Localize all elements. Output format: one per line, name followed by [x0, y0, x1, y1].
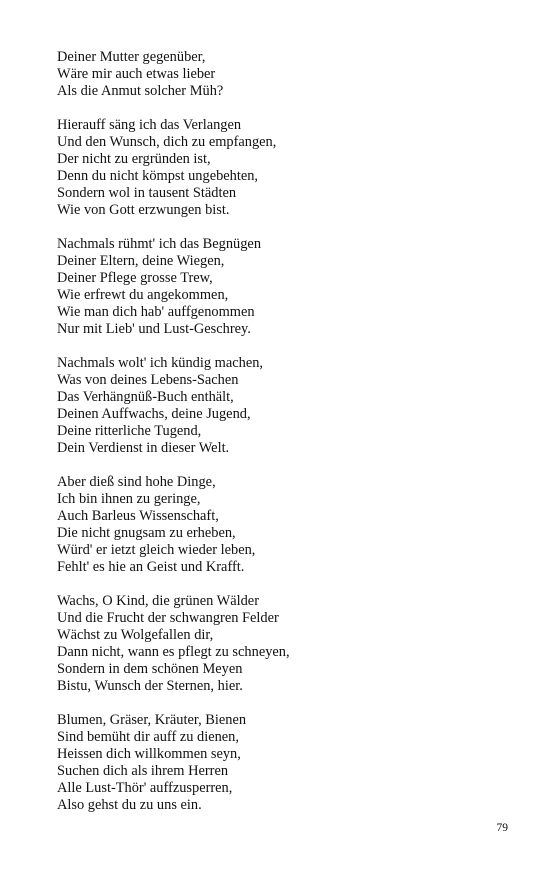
poem-line: Also gehst du zu uns ein. [57, 797, 202, 813]
poem-line: Nachmals rühmt' ich das Begnügen [57, 236, 262, 253]
stanza [57, 712, 517, 813]
poem-line: Ich bin ihnen zu geringe, [57, 491, 201, 508]
poem-text [57, 49, 517, 832]
poem-line: Und die Frucht der schwangren Felder [57, 610, 279, 627]
poem-line: Fehlt' es hie an Geist und Krafft. [57, 558, 245, 575]
poem-line: Würd' er ietzt gleich wieder leben, [57, 542, 256, 559]
poem-line: Blumen, Gräser, Kräuter, Bienen [57, 712, 247, 729]
stanza [57, 117, 517, 218]
poem-line: Wie man dich hab' auffgenommen [57, 303, 255, 320]
poem-line: Als die Anmut solcher Müh? [57, 82, 224, 99]
poem-line: Sondern wol in tausent Städten [57, 184, 237, 201]
poem-line: Hierauff säng ich das Verlangen [57, 117, 242, 134]
poem-line: Deiner Mutter gegenüber, [57, 49, 206, 65]
poem-line: Suchen dich als ihrem Herren [57, 763, 229, 780]
stanza [57, 355, 517, 456]
poem-line: Bistu, Wunsch der Sternen, hier. [57, 677, 243, 694]
poem-line: Auch Barleus Wissenschaft, [57, 508, 219, 525]
poem-line: Deiner Pflege grosse Trew, [57, 270, 213, 287]
poem-line: Sind bemüht dir auff zu dienen, [57, 729, 239, 746]
poem-line: Sondern in dem schönen Meyen [57, 661, 243, 678]
poem-line: Das Verhängnüß-Buch enthält, [57, 389, 234, 406]
poem-line: Und den Wunsch, dich zu empfangen, [57, 134, 277, 151]
poem-line: Die nicht gnugsam zu erheben, [57, 525, 236, 542]
poem-line: Deine ritterliche Tugend, [57, 423, 202, 439]
poem-line: Deiner Eltern, deine Wiegen, [57, 253, 225, 270]
poem-line: Wie von Gott erzwungen bist. [57, 201, 230, 218]
poem-line: Dein Verdienst in dieser Welt. [57, 439, 230, 456]
poem-line: Alle Lust-Thör' auffzusperren, [57, 780, 233, 797]
poem-line: Wie erfrewt du angekommen, [57, 287, 229, 304]
poem-line: Dann nicht, wann es pflegt zu schneyen, [57, 644, 290, 661]
poem-line: Wäre mir auch etwas lieber [57, 65, 216, 82]
stanza [57, 474, 517, 575]
poem-line: Wachs, O Kind, die grünen Wälder [57, 593, 259, 610]
page-number: 79 [496, 822, 508, 834]
stanza [57, 593, 517, 694]
stanza [57, 49, 517, 100]
poem-line: Nachmals wolt' ich kündig machen, [57, 355, 264, 372]
poem-line: Denn du nicht kömpst ungebehten, [57, 168, 259, 185]
poem-line: Der nicht zu ergründen ist, [57, 151, 211, 168]
stanza [57, 236, 517, 337]
poem-line: Aber dieß sind hohe Dinge, [57, 474, 216, 491]
poem-line: Heissen dich willkommen seyn, [57, 746, 241, 763]
poem-line: Wächst zu Wolgefallen dir, [57, 627, 214, 644]
poem-line: Deinen Auffwachs, deine Jugend, [57, 406, 251, 423]
poem-line: Nur mit Lieb' und Lust-Geschrey. [57, 320, 251, 337]
poem-line: Was von deines Lebens-Sachen [57, 372, 239, 389]
